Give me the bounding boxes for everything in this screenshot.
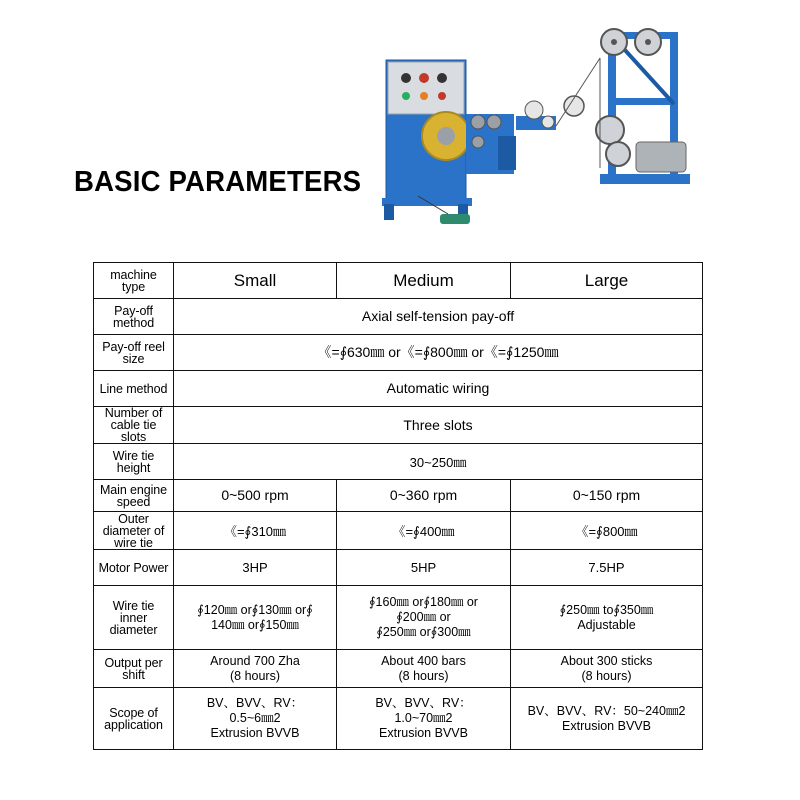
cell-line: (8 hours) (581, 668, 632, 683)
cell-value (174, 688, 337, 750)
table-row (94, 444, 703, 480)
cell-value: 30~250㎜ (174, 444, 703, 480)
row-label: Pay-off reel size (94, 335, 174, 371)
table-row (94, 650, 703, 688)
cell-value (337, 650, 511, 688)
table-header-row (94, 263, 703, 299)
cell-value: Axial self-tension pay-off (174, 299, 703, 335)
table-row (94, 299, 703, 335)
cell-value: 《=∮630㎜ or《=∮800㎜ or《=∮1250㎜ (174, 335, 703, 371)
cell-line: BV、BVV、RV：50~240㎜2 (527, 703, 686, 718)
cell-value (174, 650, 337, 688)
cable-tying-machine-illustration (378, 18, 698, 228)
cell-line: About 400 bars (381, 653, 466, 668)
cell-line: ∮160㎜ or∮180㎜ or (369, 595, 478, 609)
cell-line: ∮250㎜ or∮300㎜ (376, 625, 471, 639)
table-row (94, 512, 703, 550)
row-label: Wire tie inner diameter (94, 586, 174, 650)
cell-value: 《=∮310㎜ (174, 512, 337, 550)
cell-line: Extrusion BVVB (379, 726, 468, 740)
cell-value (174, 586, 337, 650)
cell-line: Around 700 Zha (210, 653, 300, 668)
cell-value: 《=∮400㎜ (337, 512, 511, 550)
row-label: Pay-off method (94, 299, 174, 335)
table-row (94, 550, 703, 586)
row-label: Motor Power (94, 550, 174, 586)
column-header-medium: Medium (337, 263, 511, 299)
cell-line: BV、BVV、RV： (206, 696, 304, 710)
table-row (94, 407, 703, 444)
cell-value (337, 688, 511, 750)
cell-line: Extrusion BVVB (562, 718, 651, 733)
cell-value (511, 586, 703, 650)
cell-line: About 300 sticks (560, 653, 653, 668)
cell-line: BV、BVV、RV： (375, 696, 472, 710)
cell-line: Adjustable (577, 617, 636, 632)
cell-line: (8 hours) (229, 668, 281, 683)
cell-value: 0~150 rpm (511, 480, 703, 512)
table-row (94, 371, 703, 407)
row-label: Output per shift (94, 650, 174, 688)
row-label: Wire tie height (94, 444, 174, 480)
cell-value: 5HP (337, 550, 511, 586)
table-row (94, 480, 703, 512)
cell-value (511, 688, 703, 750)
page-title: BASIC PARAMETERS (74, 166, 362, 198)
cell-value: 0~500 rpm (174, 480, 337, 512)
cell-line: ∮200㎜ or (396, 610, 451, 624)
row-label: machine type (94, 263, 174, 299)
cell-value (511, 650, 703, 688)
cell-line: 0.5~6㎜2 (229, 711, 281, 725)
cell-line: ∮120㎜ or∮130㎜ or∮ (197, 602, 313, 617)
cell-value: 0~360 rpm (337, 480, 511, 512)
cell-line: ∮250㎜ to∮350㎜ (559, 602, 654, 617)
cell-value: Three slots (174, 407, 703, 444)
cell-line: 140㎜ or∮150㎜ (211, 617, 299, 632)
cell-value: 7.5HP (511, 550, 703, 586)
cell-value: Automatic wiring (174, 371, 703, 407)
column-header-large: Large (511, 263, 703, 299)
column-header-small: Small (174, 263, 337, 299)
table-row (94, 688, 703, 750)
cell-value: 3HP (174, 550, 337, 586)
cell-line: (8 hours) (398, 668, 449, 683)
row-label: Main engine speed (94, 480, 174, 512)
row-label: Scope of application (94, 688, 174, 750)
row-label: Number of cable tie slots (94, 407, 174, 444)
row-label: Outer diameter of wire tie (94, 512, 174, 550)
cell-value (337, 586, 511, 650)
table-row (94, 586, 703, 650)
table-row (94, 335, 703, 371)
cell-line: 1.0~70㎜2 (394, 711, 453, 725)
cell-value: 《=∮800㎜ (511, 512, 703, 550)
basic-parameters-table (93, 262, 703, 750)
cell-line: Extrusion BVVB (210, 726, 300, 740)
row-label: Line method (94, 371, 174, 407)
